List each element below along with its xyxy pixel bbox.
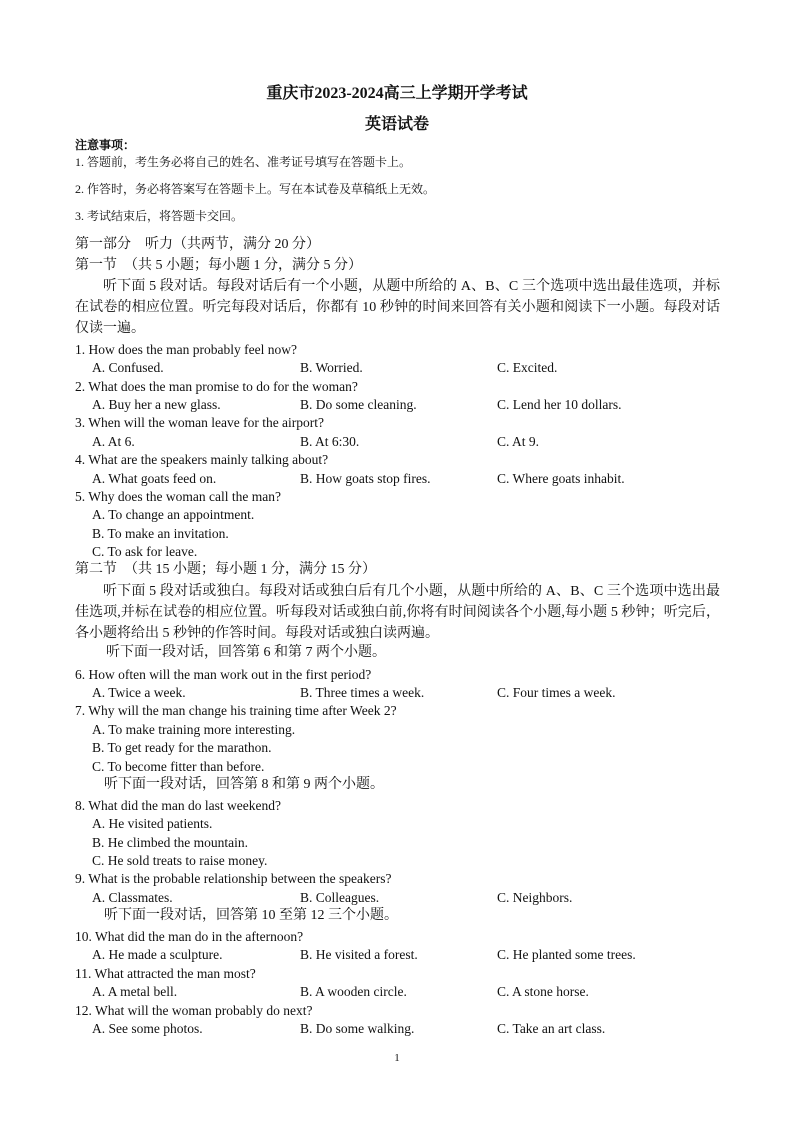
exam-title: 重庆市2023-2024高三上学期开学考试 [266, 85, 528, 102]
q11-option-b: B. A wooden circle. [300, 984, 407, 999]
page-number: 1 [394, 1052, 400, 1064]
q11-option-c: C. A stone horse. [497, 984, 589, 999]
q1-option-c: C. Excited. [497, 360, 558, 375]
dialogue-cue-6-7: 听下面一段对话，回答第 6 和第 7 两个小题。 [106, 645, 386, 660]
q10-option-b: B. He visited a forest. [300, 947, 418, 962]
note-item-1: 1. 答题前，考生务必将自己的姓名、准考证号填写在答题卡上。 [75, 155, 412, 169]
question-11: 11. What attracted the man most? [75, 966, 256, 981]
q3-option-b: B. At 6:30. [300, 434, 360, 449]
question-4: 4. What are the speakers mainly talking about? [75, 452, 329, 467]
question-1: 1. How does the man probably feel now? [75, 342, 297, 357]
q12-option-a: A. See some photos. [92, 1021, 203, 1036]
q6-option-c: C. Four times a week. [497, 685, 616, 700]
q3-option-c: C. At 9. [497, 434, 540, 449]
q7-option-c: C. To become fitter than before. [92, 759, 265, 774]
q4-option-a: A. What goats feed on. [92, 471, 217, 486]
q10-option-a: A. He made a sculpture. [92, 947, 223, 962]
q5-option-b: B. To make an invitation. [92, 526, 229, 541]
part1-title: 第一部分 听力（共两节，满分 20 分） [75, 237, 320, 252]
q1-option-a: A. Confused. [92, 360, 164, 375]
question-9: 9. What is the probable relationship between the speakers? [75, 871, 392, 886]
q4-option-c: C. Where goats inhabit. [497, 471, 625, 486]
section2-title: 第二节 （共 15 小题；每小题 1 分，满分 15 分） [75, 562, 376, 577]
q9-option-b: B. Colleagues. [300, 890, 380, 905]
q3-option-a: A. At 6. [92, 434, 135, 449]
question-10: 10. What did the man do in the afternoon? [75, 929, 304, 944]
q8-option-a: A. He visited patients. [92, 816, 213, 831]
q7-option-a: A. To make training more interesting. [92, 722, 296, 737]
q2-option-a: A. Buy her a new glass. [92, 397, 221, 412]
q12-option-c: C. Take an art class. [497, 1021, 606, 1036]
q2-option-c: C. Lend her 10 dollars. [497, 397, 622, 412]
q11-option-a: A. A metal bell. [92, 984, 178, 999]
q6-option-b: B. Three times a week. [300, 685, 425, 700]
question-3: 3. When will the woman leave for the airport? [75, 415, 325, 430]
question-12: 12. What will the woman probably do next? [75, 1003, 313, 1018]
q7-option-b: B. To get ready for the marathon. [92, 740, 272, 755]
question-5: 5. Why does the woman call the man? [75, 489, 281, 504]
q2-option-b: B. Do some cleaning. [300, 397, 417, 412]
q9-option-a: A. Classmates. [92, 890, 173, 905]
q4-option-b: B. How goats stop fires. [300, 471, 431, 486]
q8-option-b: B. He climbed the mountain. [92, 835, 248, 850]
note-item-2: 2. 作答时，务必将答案写在答题卡上。写在本试卷及草稿纸上无效。 [75, 182, 436, 196]
question-2: 2. What does the man promise to do for the woman? [75, 379, 358, 394]
note-item-3: 3. 考试结束后，将答题卡交回。 [75, 209, 244, 223]
dialogue-cue-8-9: 听下面一段对话，回答第 8 和第 9 两个小题。 [104, 777, 384, 792]
q10-option-c: C. He planted some trees. [497, 947, 636, 962]
section2-instructions: 听下面 5 段对话或独白。每段对话或独白后有几个小题，从题中所给的 A、B、C 三个选项中选出最佳选项,并标在试卷的相应位置。听每段对话或独白前,你将有时间阅读各个小题,每小题 5 秒钟；听完后，各小题将给出 5 秒钟的作答时间。每段对话或独白读两遍。 [75, 584, 720, 641]
question-7: 7. Why will the man change his training time after Week 2? [75, 703, 397, 718]
q6-option-a: A. Twice a week. [92, 685, 186, 700]
q5-option-a: A. To change an appointment. [92, 507, 255, 522]
q5-option-c: C. To ask for leave. [92, 544, 198, 559]
dialogue-cue-10-12: 听下面一段对话，回答第 10 至第 12 三个小题。 [104, 908, 398, 923]
q9-option-c: C. Neighbors. [497, 890, 573, 905]
notes-heading: 注意事项： [75, 138, 136, 152]
q12-option-b: B. Do some walking. [300, 1021, 415, 1036]
question-8: 8. What did the man do last weekend? [75, 798, 281, 813]
section1-title: 第一节 （共 5 小题；每小题 1 分，满分 5 分） [75, 258, 362, 273]
question-6: 6. How often will the man work out in the first period? [75, 667, 372, 682]
section1-instructions: 听下面 5 段对话。每段对话后有一个小题，从题中所给的 A、B、C 三个选项中选出最佳选项，并标在试卷的相应位置。听完每段对话后，你都有 10 秒钟的时间来回答有关小题和阅读下一小题。每段对话仅读一遍。 [75, 279, 720, 336]
q1-option-b: B. Worried. [300, 360, 363, 375]
q8-option-c: C. He sold treats to raise money. [92, 853, 268, 868]
exam-subtitle: 英语试卷 [364, 116, 429, 133]
